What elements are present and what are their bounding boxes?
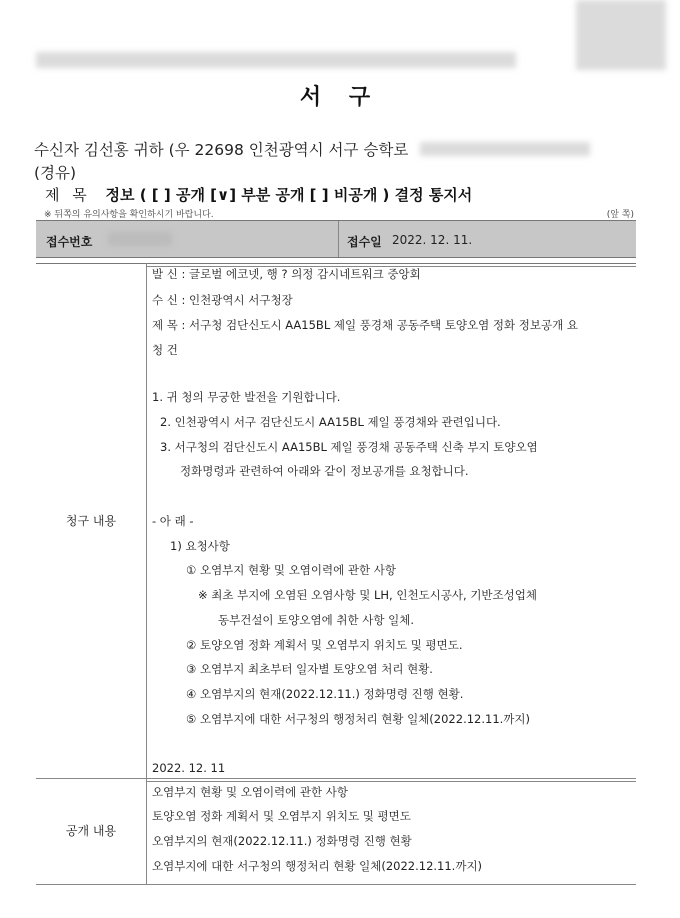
disclosure-line: 토양오염 정화 계획서 및 오염부지 위치도 및 평면도 <box>152 809 411 823</box>
receipt-date-label: 접수일 <box>347 235 382 249</box>
request-line: 3. 서구청의 검단신도시 AA15BL 제일 풍경채 공동주택 신축 부지 토양오염 <box>160 440 538 454</box>
request-line: 제 목 : 서구청 검단신도시 AA15BL 제일 풍경채 공동주택 토양오염 정화 정보공개 요 <box>152 318 578 332</box>
receipt-divider <box>338 221 339 257</box>
section-divider <box>36 778 636 779</box>
request-date: 2022. 12. 11 <box>152 761 226 775</box>
subject-label: 제 목 <box>45 186 91 204</box>
section-divider-inner <box>146 781 636 782</box>
redacted-header-text <box>36 52 516 68</box>
request-line: ③ 오염부지 최초부터 일자별 토양오염 처리 현황. <box>186 662 433 676</box>
label-column-divider <box>146 263 147 885</box>
request-line: 청 건 <box>152 343 178 357</box>
request-line: 2. 인천광역시 서구 검단신도시 AA15BL 제일 풍경채와 관련입니다. <box>160 415 501 429</box>
request-label: 청구 내용 <box>65 514 117 528</box>
table-bottom-border <box>36 884 636 885</box>
request-line: 정화명령과 관련하여 아래와 같이 정보공개를 요청합니다. <box>180 464 469 478</box>
request-line: 발 신 : 글로벌 에코넷, 행 ? 의정 감시네트워크 중앙회 <box>152 267 421 281</box>
disclosure-label: 공개 내용 <box>65 824 117 838</box>
request-line: 동부건설이 토양오염에 취한 사항 일체. <box>218 613 415 627</box>
table-top-border <box>36 263 636 264</box>
request-line: 1. 귀 청의 무궁한 발전을 기원합니다. <box>152 390 341 404</box>
request-line: ② 토양오염 정화 계획서 및 오염부지 위치도 및 평면도. <box>186 638 463 652</box>
disclosure-line: 오염부지에 대한 서구청의 행정처리 현황 일체(2022.12.11.까지) <box>152 859 483 873</box>
page-side-label: (앞 쪽) <box>606 210 634 220</box>
request-line: ① 오염부지 현황 및 오염이력에 관한 사항 <box>186 563 396 577</box>
page-title: 서 구 <box>299 85 381 110</box>
redacted-receipt-number <box>108 232 172 246</box>
disclosure-line: 오염부지의 현재(2022.12.11.) 정화명령 진행 현황 <box>152 834 412 848</box>
notice-text: ※ 뒤쪽의 유의사항을 확인하시기 바랍니다. <box>44 210 214 220</box>
request-line: - 아 래 - <box>152 514 194 528</box>
receipt-date-value: 2022. 12. 11. <box>392 233 473 247</box>
request-line: ④ 오염부지의 현재(2022.12.11.) 정화명령 진행 현황. <box>186 687 464 701</box>
subject-value: 정보 ( [ ] 공개 [∨] 부분 공개 [ ] 비공개 ) 결정 통지서 <box>105 186 473 204</box>
request-line: 1) 요청사항 <box>170 539 230 553</box>
redacted-address <box>420 142 590 156</box>
subject-line <box>45 184 472 205</box>
recipient: 수신자 김선홍 귀하 (우 22698 인천광역시 서구 승학로 <box>34 141 409 159</box>
disclosure-line: 오염부지 현황 및 오염이력에 관한 사항 <box>152 785 349 799</box>
request-line: 수 신 : 인천광역시 서구청장 <box>152 293 293 307</box>
via-line: (경유) <box>34 164 77 182</box>
receipt-number-label: 접수번호 <box>46 235 93 249</box>
redacted-header-image <box>576 0 666 70</box>
request-line: ※ 최초 부지에 오염된 오염사항 및 LH, 인천도시공사, 기반조성업체 <box>198 588 537 602</box>
request-line: ⑤ 오염부지에 대한 서구청의 행정처리 현황 일체(2022.12.11.까지) <box>186 712 531 726</box>
